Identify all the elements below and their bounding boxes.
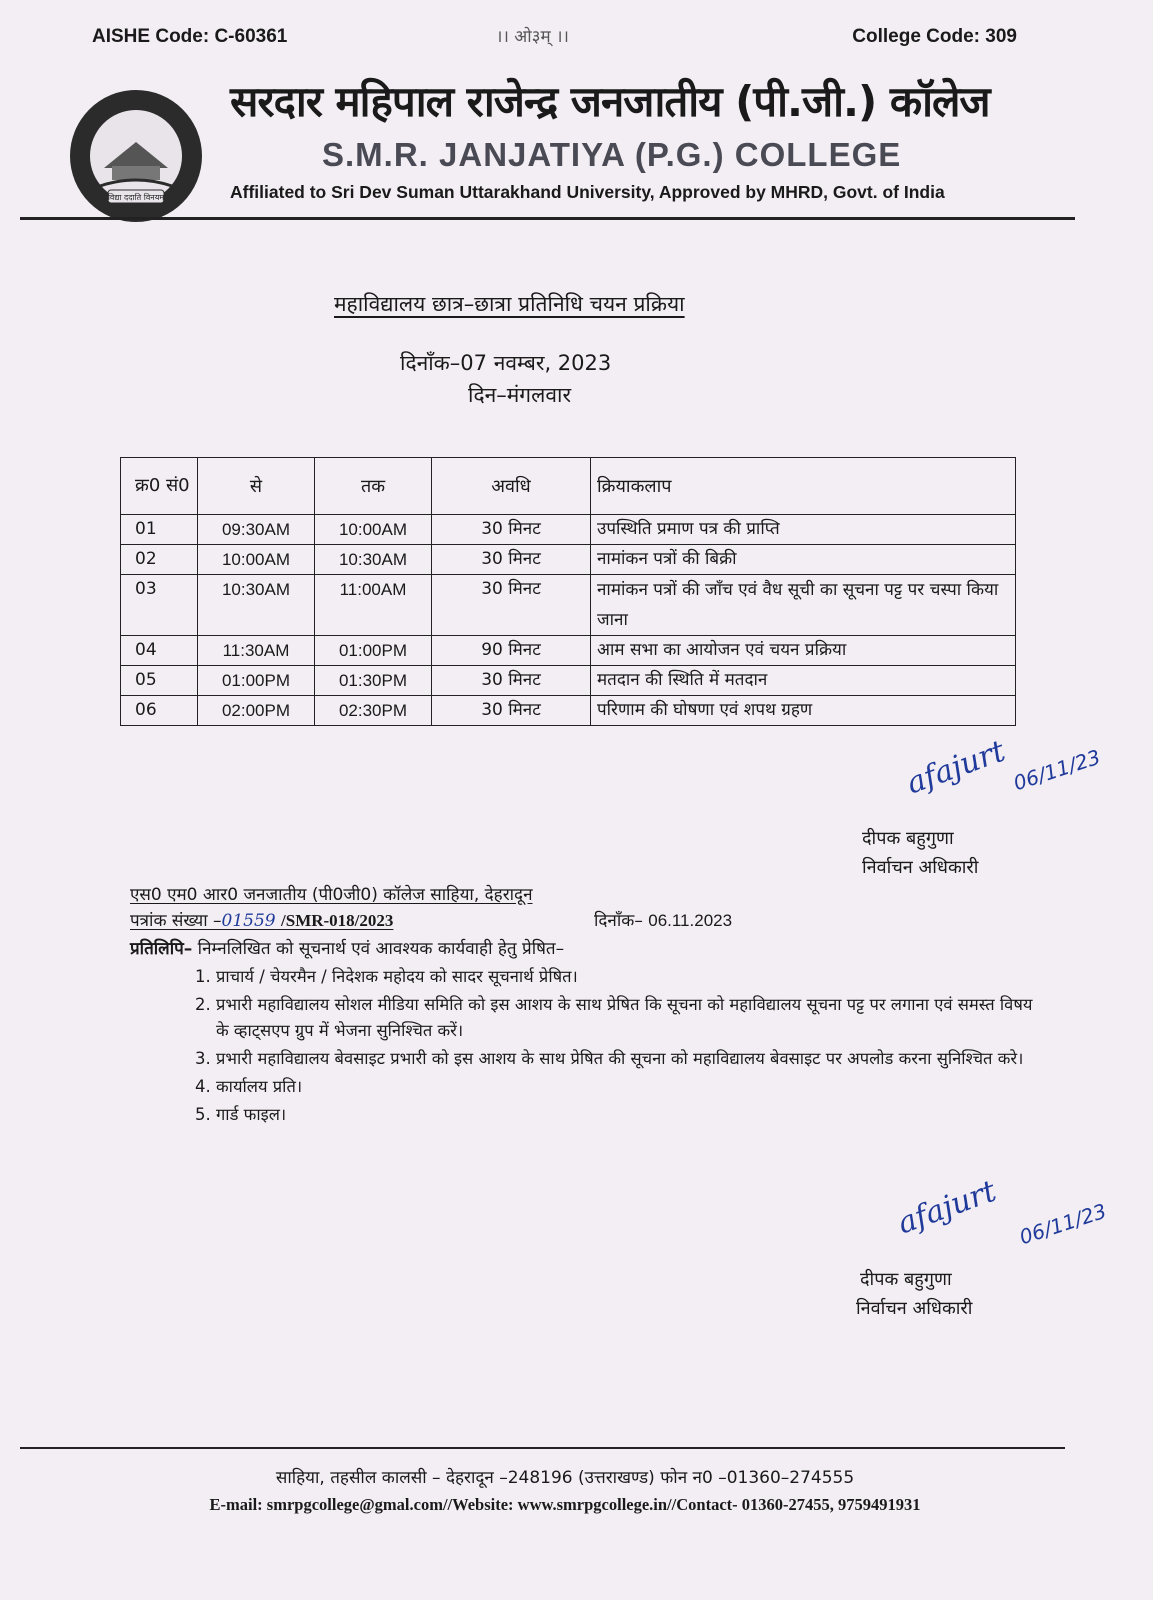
table-row <box>121 636 1016 666</box>
cell-duration: 30 मिनट <box>432 545 591 575</box>
cell-activity: नामांकन पत्रों की जाँच एवं वैध सूची का सूचना पट्ट पर चस्पा किया जाना <box>591 575 1016 636</box>
cell-activity: उपस्थिति प्रमाण पत्र की प्राप्ति <box>591 515 1016 545</box>
cell-duration: 90 मिनट <box>432 636 591 666</box>
cell-duration: 30 मिनट <box>432 696 591 726</box>
signatory-name: दीपक बहुगुणा <box>862 828 954 849</box>
copy-to-text: निम्नलिखित को सूचनार्थ एवं आवश्यक कार्यवाही हेतु प्रेषित– <box>197 939 565 959</box>
reference-date-value: 06.11.2023 <box>648 911 733 930</box>
reference-code: /SMR-018/2023 <box>281 911 394 930</box>
schedule-header-row <box>121 458 1016 515</box>
cell-num: 02 <box>121 545 198 575</box>
om-invocation: ।। ओ३म् ।। <box>496 27 569 47</box>
cell-to: 11:00AM <box>315 575 432 636</box>
copy-to-label: प्रतिलिपि– <box>130 939 193 959</box>
col-header-from: से <box>198 458 315 515</box>
cell-activity: परिणाम की घोषणा एवं शपथ ग्रहण <box>591 696 1016 726</box>
col-header-num: क्र0 सं0 <box>121 458 198 515</box>
cell-duration: 30 मिनट <box>432 575 591 636</box>
cell-activity: आम सभा का आयोजन एवं चयन प्रक्रिया <box>591 636 1016 666</box>
cell-to: 02:30PM <box>315 696 432 726</box>
cell-duration: 30 मिनट <box>432 666 591 696</box>
footer-divider <box>20 1447 1065 1449</box>
signature-date: 06/11/23 <box>1010 744 1104 796</box>
table-row <box>121 696 1016 726</box>
col-header-duration: अवधि <box>432 458 591 515</box>
aishe-code: AISHE Code: C-60361 <box>92 26 288 47</box>
table-row <box>121 575 1016 636</box>
cell-to: 10:00AM <box>315 515 432 545</box>
reference-label: पत्रांक संख्या – <box>130 911 222 931</box>
list-item: 4. कार्यालय प्रति। <box>216 1074 1036 1100</box>
table-row <box>121 515 1016 545</box>
cell-from: 11:30AM <box>198 636 315 666</box>
footer-contact: E-mail: smrpgcollege@gmal.com//Website: www.smrpgcollege.in//Contact- 01360-27455, 9759491931 <box>209 1495 921 1514</box>
cell-to: 10:30AM <box>315 545 432 575</box>
header-divider <box>20 217 1075 220</box>
cell-num: 06 <box>121 696 198 726</box>
signature-date: 06/11/23 <box>1016 1198 1110 1250</box>
cell-num: 05 <box>121 666 198 696</box>
reference-date-label: दिनाँक– <box>594 911 643 931</box>
copy-to-line <box>130 936 564 959</box>
affiliation-line: Affiliated to Sri Dev Suman Uttarakhand University, Approved by MHRD, Govt. of India <box>230 182 945 202</box>
notice-date: दिनाँक–07 नवम्बर, 2023 <box>400 351 612 375</box>
cell-to: 01:30PM <box>315 666 432 696</box>
schedule-table <box>120 457 1016 726</box>
college-title-hindi: सरदार महिपाल राजेन्द्र जनजातीय (पी.जी.) कॉलेज <box>230 77 990 126</box>
cell-duration: 30 मिनट <box>432 515 591 545</box>
college-logo <box>66 86 206 226</box>
signature-scribble: afajurt <box>902 733 1010 802</box>
table-row <box>121 666 1016 696</box>
cell-num: 04 <box>121 636 198 666</box>
cell-from: 01:00PM <box>198 666 315 696</box>
cell-activity: नामांकन पत्रों की बिक्री <box>591 545 1016 575</box>
cell-activity: मतदान की स्थिति में मतदान <box>591 666 1016 696</box>
cell-from: 10:30AM <box>198 575 315 636</box>
copy-to-list <box>190 964 1036 1130</box>
reference-handwritten-number: 01559 <box>221 911 276 931</box>
signatory-title: निर्वाचन अधिकारी <box>862 857 979 878</box>
reference-date <box>594 908 732 931</box>
notice-heading: महाविद्यालय छात्र–छात्रा प्रतिनिधि चयन प्रक्रिया <box>334 292 685 316</box>
list-item: 1. प्राचार्य / चेयरमैन / निदेशक महोदय को सादर सूचनार्थ प्रेषित। <box>216 964 1036 990</box>
cell-from: 09:30AM <box>198 515 315 545</box>
cell-from: 02:00PM <box>198 696 315 726</box>
college-title-english: S.M.R. JANJATIYA (P.G.) COLLEGE <box>322 136 902 173</box>
issuing-college: एस0 एम0 आर0 जनजातीय (पी0जी0) कॉलेज साहिया, देहरादून <box>130 885 533 905</box>
reference-number <box>130 908 393 931</box>
col-header-activity: क्रियाकलाप <box>591 458 1016 515</box>
cell-to: 01:00PM <box>315 636 432 666</box>
table-row <box>121 545 1016 575</box>
list-item: 3. प्रभारी महाविद्यालय बेवसाइट प्रभारी को इस आशय के साथ प्रेषित की सूचना को महाविद्यालय बेवसाइट पर अपलोड करना सुनिश्चित करे। <box>216 1046 1036 1072</box>
list-item: 2. प्रभारी महाविद्यालय सोशल मीडिया समिति को इस आशय के साथ प्रेषित कि सूचना को महाविद्यालय सूचना पट्ट पर लगाना एवं समस्त विषय के व्हाट्सएप ग्रुप में भेजना सुनिश्चित करें। <box>216 992 1036 1044</box>
signature-scribble: afajurt <box>893 1173 1001 1242</box>
list-item: 5. गार्ड फाइल। <box>216 1102 1036 1128</box>
col-header-to: तक <box>315 458 432 515</box>
notice-day: दिन–मंगलवार <box>468 383 572 407</box>
logo-banner-text: विद्या ददाति विनयम् <box>107 193 165 202</box>
signatory-name: दीपक बहुगुणा <box>860 1269 952 1290</box>
cell-num: 01 <box>121 515 198 545</box>
cell-num: 03 <box>121 575 198 636</box>
signatory-title: निर्वाचन अधिकारी <box>856 1298 973 1319</box>
college-code: College Code: 309 <box>852 26 1017 47</box>
footer-address: साहिया, तहसील कालसी – देहरादून –248196 (उत्तराखण्ड) फोन न0 –01360–274555 <box>275 1468 855 1488</box>
cell-from: 10:00AM <box>198 545 315 575</box>
